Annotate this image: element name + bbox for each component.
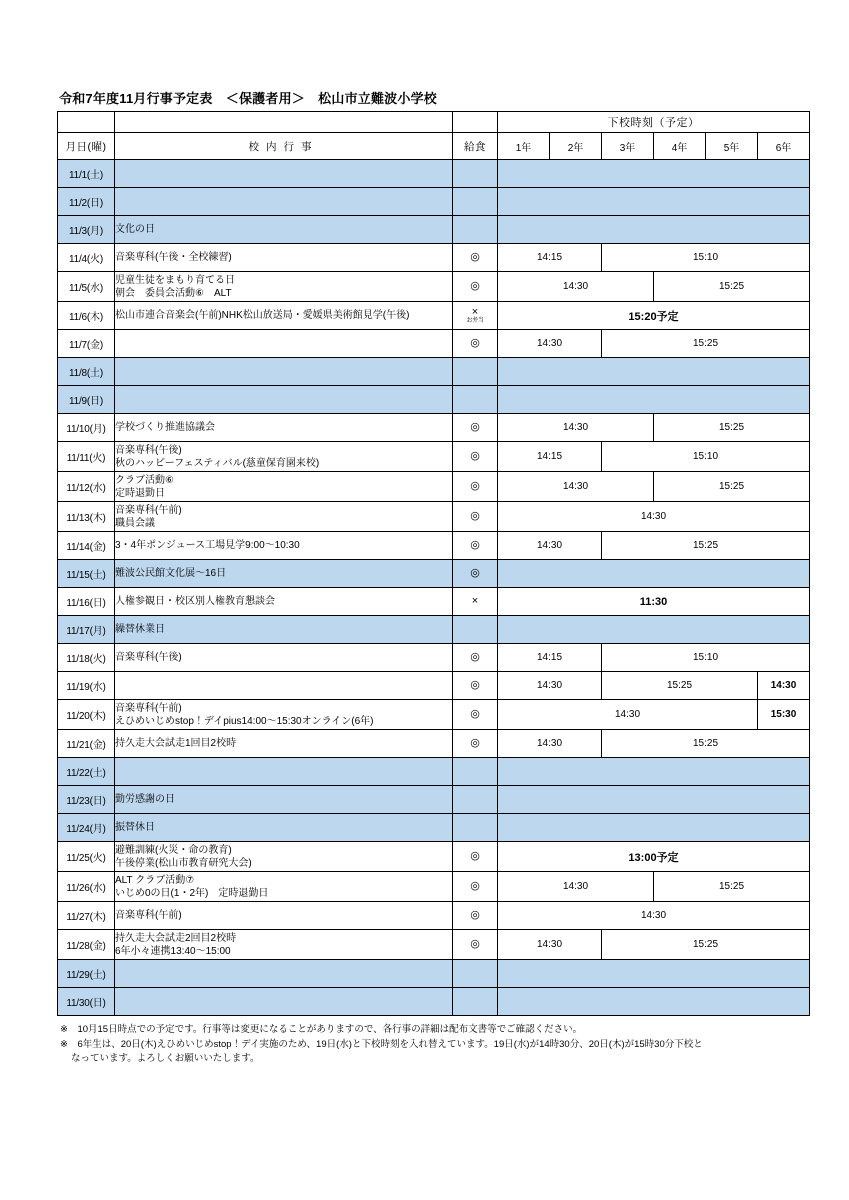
table-row [58, 842, 810, 872]
row-meal-status [453, 216, 498, 244]
event-line: 持久走大会試走1回目2校時 [115, 738, 237, 749]
row-dismissal-time: 15:25 [654, 472, 810, 502]
event-line: 学校づくり推進協議会 [115, 422, 215, 433]
header-spacer-meal [453, 112, 498, 133]
row-events [115, 758, 453, 786]
event-line: 音楽専科(午後) [115, 652, 182, 663]
row-meal-status [453, 644, 498, 672]
table-row [58, 244, 810, 272]
row-meal-status [453, 814, 498, 842]
row-dismissal-time: 15:25 [654, 272, 810, 302]
row-events [115, 842, 453, 872]
event-line: 音楽専科(午前) [115, 504, 182, 516]
row-events [115, 930, 453, 960]
row-dismissal-time: 15:30 [758, 700, 810, 730]
monthly-schedule-table [57, 111, 810, 1016]
row-date: 11/27(木) [58, 902, 115, 930]
row-dismissal-time: 14:30 [498, 872, 654, 902]
table-row [58, 930, 810, 960]
row-dismissal-time: 14:30 [498, 502, 810, 532]
header-meal-label: 給食 [453, 133, 498, 160]
row-dismissal-time: 14:30 [498, 730, 602, 758]
footnote-line: なっています。よろしくお願いいたします。 [71, 1053, 260, 1065]
event-line: 音楽専科(午後・全校練習) [115, 252, 232, 263]
row-events [115, 160, 453, 188]
row-meal-status [453, 902, 498, 930]
header-spacer-date [58, 112, 115, 133]
table-header [58, 112, 810, 160]
meal-symbol: ◎ [470, 849, 480, 862]
header-row-dismissal [58, 112, 810, 133]
table-row [58, 532, 810, 560]
row-dismissal-time: 14:30 [498, 930, 602, 960]
table-row [58, 272, 810, 302]
footnote-line: ※ 10月15日時点での予定です。行事等は変更になることがありますので、各行事の詳細は配布文書等でご確認ください。 [60, 1024, 583, 1035]
row-dismissal-time: 14:15 [498, 244, 602, 272]
event-line: 難波公民館文化展〜16日 [115, 568, 227, 579]
row-dismissal-empty [498, 160, 810, 188]
table-row [58, 902, 810, 930]
row-meal-status [453, 988, 498, 1016]
row-dismissal-time: 14:30 [498, 902, 810, 930]
meal-symbol: ◎ [470, 650, 480, 663]
row-meal-status [453, 442, 498, 472]
table-row [58, 730, 810, 758]
row-meal-status [453, 758, 498, 786]
row-dismissal-time: 15:25 [602, 330, 810, 358]
row-meal-status [453, 244, 498, 272]
row-meal-status [453, 358, 498, 386]
meal-symbol: × [471, 594, 479, 607]
row-events [115, 814, 453, 842]
row-dismissal-time: 14:30 [498, 414, 654, 442]
meal-symbol: ◎ [470, 336, 480, 349]
row-date: 11/12(水) [58, 472, 115, 502]
row-date: 11/22(土) [58, 758, 115, 786]
row-dismissal-empty [498, 386, 810, 414]
header-row-columns [58, 133, 810, 160]
event-line: 6年小々連携13:40〜15:00 [115, 945, 231, 957]
row-meal-status [453, 960, 498, 988]
table-row [58, 588, 810, 616]
event-line: 持久走大会試走2回目2校時 [115, 932, 237, 944]
meal-symbol: ◎ [470, 449, 480, 462]
row-meal-status [453, 560, 498, 588]
header-event-label: 校内行事 [115, 133, 453, 160]
row-meal-status [453, 672, 498, 700]
row-dismissal-time: 15:25 [602, 672, 758, 700]
table-row [58, 758, 810, 786]
row-date: 11/3(月) [58, 216, 115, 244]
footnote [60, 1038, 809, 1067]
row-events [115, 358, 453, 386]
row-meal-status [453, 872, 498, 902]
row-events [115, 902, 453, 930]
row-dismissal-empty [498, 560, 810, 588]
meal-symbol: ◎ [470, 566, 480, 579]
event-line: クラブ活動⑥ [115, 474, 174, 486]
event-line: 松山市連合音楽会(午前)NHK松山放送局・愛媛県美術館見学(午後) [115, 310, 410, 321]
row-events [115, 560, 453, 588]
row-dismissal-time: 15:25 [602, 930, 810, 960]
row-meal-status [453, 786, 498, 814]
row-dismissal-time: 14:30 [498, 330, 602, 358]
header-grade-6: 6年 [758, 133, 810, 160]
row-date: 11/23(日) [58, 786, 115, 814]
footnote [60, 1023, 809, 1038]
table-row [58, 386, 810, 414]
header-grade-3: 3年 [602, 133, 654, 160]
event-line: 音楽専科(午前) [115, 702, 182, 714]
meal-symbol: ◎ [470, 538, 480, 551]
event-line: 繰替休業日 [115, 624, 165, 635]
event-line: 音楽専科(午前) [115, 910, 182, 921]
row-date: 11/5(水) [58, 272, 115, 302]
event-line: 勤労感謝の日 [115, 794, 175, 805]
row-dismissal-time: 15:10 [602, 244, 810, 272]
header-grade-2: 2年 [550, 133, 602, 160]
row-dismissal-empty [498, 960, 810, 988]
table-row [58, 216, 810, 244]
row-dismissal-time: 11:30 [498, 588, 810, 616]
row-events [115, 730, 453, 758]
row-date: 11/8(土) [58, 358, 115, 386]
header-dismissal-time: 下校時刻（予定） [498, 112, 810, 133]
event-line: 避難訓練(火災・命の教育) [115, 844, 232, 856]
event-line: いじめ0の日(1・2年) 定時退勤日 [115, 887, 269, 899]
row-date: 11/30(日) [58, 988, 115, 1016]
row-date: 11/14(金) [58, 532, 115, 560]
row-dismissal-time: 15:10 [602, 644, 810, 672]
row-dismissal-time: 14:30 [498, 672, 602, 700]
row-meal-status [453, 588, 498, 616]
row-events [115, 216, 453, 244]
row-dismissal-time: 14:30 [498, 532, 602, 560]
row-date: 11/10(月) [58, 414, 115, 442]
table-row [58, 502, 810, 532]
row-meal-status [453, 502, 498, 532]
row-date: 11/4(火) [58, 244, 115, 272]
row-events [115, 272, 453, 302]
table-row [58, 700, 810, 730]
row-meal-status [453, 330, 498, 358]
table-row [58, 472, 810, 502]
table-row [58, 786, 810, 814]
row-meal-status [453, 842, 498, 872]
table-row [58, 442, 810, 472]
meal-symbol: ◎ [470, 707, 480, 720]
row-meal-status [453, 302, 498, 330]
page-title: 令和7年度11月行事予定表 ＜保護者用＞ 松山市立難波小学校 [59, 91, 437, 106]
table-row [58, 302, 810, 330]
row-events [115, 988, 453, 1016]
row-meal-status [453, 700, 498, 730]
row-events [115, 672, 453, 700]
row-events [115, 386, 453, 414]
header-grade-5: 5年 [706, 133, 758, 160]
table-row [58, 872, 810, 902]
row-events [115, 442, 453, 472]
row-dismissal-time: 14:15 [498, 442, 602, 472]
row-meal-status [453, 414, 498, 442]
row-date: 11/17(月) [58, 616, 115, 644]
meal-symbol: ◎ [470, 479, 480, 492]
row-events [115, 472, 453, 502]
row-events [115, 644, 453, 672]
row-events [115, 588, 453, 616]
row-meal-status [453, 930, 498, 960]
table-row [58, 960, 810, 988]
table-row [58, 616, 810, 644]
row-meal-status [453, 188, 498, 216]
row-dismissal-time: 15:25 [602, 730, 810, 758]
event-line: 朝会 委員会活動⑥ ALT [115, 287, 232, 299]
row-dismissal-empty [498, 188, 810, 216]
table-row [58, 358, 810, 386]
row-events [115, 502, 453, 532]
row-events [115, 872, 453, 902]
event-line: 秋のハッピーフェスティバル(慈童保育園来校) [115, 457, 320, 469]
row-events [115, 616, 453, 644]
row-dismissal-time: 14:30 [498, 272, 654, 302]
event-line: 職員会議 [115, 517, 155, 529]
event-line: 音楽専科(午後) [115, 444, 182, 456]
meal-symbol: ◎ [470, 509, 480, 522]
row-dismissal-time: 14:15 [498, 644, 602, 672]
row-events [115, 302, 453, 330]
row-meal-status [453, 616, 498, 644]
header-date-label: 月日(曜) [58, 133, 115, 160]
table-row [58, 814, 810, 842]
table-body [58, 160, 810, 1016]
meal-symbol: ◎ [470, 420, 480, 433]
meal-symbol: ◎ [470, 937, 480, 950]
event-line: 午後停業(松山市教育研究大会) [115, 857, 252, 869]
meal-symbol: ◎ [470, 879, 480, 892]
row-date: 11/26(水) [58, 872, 115, 902]
header-spacer-event [115, 112, 453, 133]
row-meal-status [453, 730, 498, 758]
event-line: 児童生徒をまもり育てる日 [115, 274, 235, 286]
event-line: 文化の日 [115, 224, 155, 235]
table-row [58, 560, 810, 588]
row-date: 11/9(日) [58, 386, 115, 414]
event-line: 3・4年ポンジュース工場見学9:00〜10:30 [115, 540, 300, 551]
row-date: 11/28(金) [58, 930, 115, 960]
event-line: ALT クラブ活動⑦ [115, 874, 195, 886]
row-events [115, 700, 453, 730]
row-dismissal-empty [498, 616, 810, 644]
row-date: 11/6(木) [58, 302, 115, 330]
meal-symbol: ◎ [470, 908, 480, 921]
event-line: 人権参観日・校区別人権教育懇談会 [115, 596, 275, 607]
table-row [58, 330, 810, 358]
row-dismissal-empty [498, 988, 810, 1016]
event-line: えひめいじめstop！デイpius14:00〜15:30オンライン(6年) [115, 715, 374, 727]
table-row [58, 988, 810, 1016]
meal-symbol: × [471, 305, 479, 318]
row-dismissal-empty [498, 358, 810, 386]
row-meal-status [453, 386, 498, 414]
row-date: 11/15(土) [58, 560, 115, 588]
row-date: 11/11(火) [58, 442, 115, 472]
row-meal-status [453, 160, 498, 188]
row-date: 11/7(金) [58, 330, 115, 358]
event-line: 振替休日 [115, 822, 155, 833]
table-row [58, 160, 810, 188]
meal-symbol: ◎ [470, 736, 480, 749]
row-date: 11/24(月) [58, 814, 115, 842]
row-dismissal-time: 15:20予定 [498, 302, 810, 330]
row-date: 11/25(火) [58, 842, 115, 872]
row-events [115, 330, 453, 358]
row-dismissal-time: 15:25 [602, 532, 810, 560]
row-date: 11/20(木) [58, 700, 115, 730]
row-events [115, 532, 453, 560]
row-meal-status [453, 272, 498, 302]
footnote-line: ※ 6年生は、20日(木)えひめいじめstop！デイ実施のため、19日(水)と下校時刻を入れ替えています。19日(水)が14時30分、20日(木)が15時30分下校と [60, 1038, 703, 1050]
header-grade-4: 4年 [654, 133, 706, 160]
meal-symbol: ◎ [470, 678, 480, 691]
row-events [115, 414, 453, 442]
meal-symbol: ◎ [470, 279, 480, 292]
event-line: 定時退勤日 [115, 487, 165, 499]
row-dismissal-empty [498, 216, 810, 244]
row-date: 11/13(木) [58, 502, 115, 532]
row-date: 11/1(土) [58, 160, 115, 188]
row-events [115, 960, 453, 988]
row-dismissal-time: 14:30 [498, 472, 654, 502]
row-meal-status [453, 532, 498, 560]
footnotes [60, 1023, 809, 1067]
row-dismissal-time: 15:10 [602, 442, 810, 472]
row-dismissal-empty [498, 786, 810, 814]
row-date: 11/21(金) [58, 730, 115, 758]
row-date: 11/19(水) [58, 672, 115, 700]
row-date: 11/16(日) [58, 588, 115, 616]
row-date: 11/29(土) [58, 960, 115, 988]
meal-symbol: ◎ [470, 250, 480, 263]
row-meal-status [453, 472, 498, 502]
header-grade-1: 1年 [498, 133, 550, 160]
row-dismissal-empty [498, 758, 810, 786]
table-row [58, 188, 810, 216]
row-dismissal-time: 14:30 [758, 672, 810, 700]
table-row [58, 414, 810, 442]
row-events [115, 244, 453, 272]
row-dismissal-empty [498, 814, 810, 842]
row-dismissal-time: 15:25 [654, 872, 810, 902]
table-row [58, 644, 810, 672]
row-date: 11/2(日) [58, 188, 115, 216]
row-dismissal-time: 13:00予定 [498, 842, 810, 872]
row-events [115, 786, 453, 814]
row-date: 11/18(火) [58, 644, 115, 672]
meal-note: お弁当 [466, 318, 484, 325]
row-dismissal-time: 14:30 [498, 700, 758, 730]
row-dismissal-time: 15:25 [654, 414, 810, 442]
table-row [58, 672, 810, 700]
row-events [115, 188, 453, 216]
